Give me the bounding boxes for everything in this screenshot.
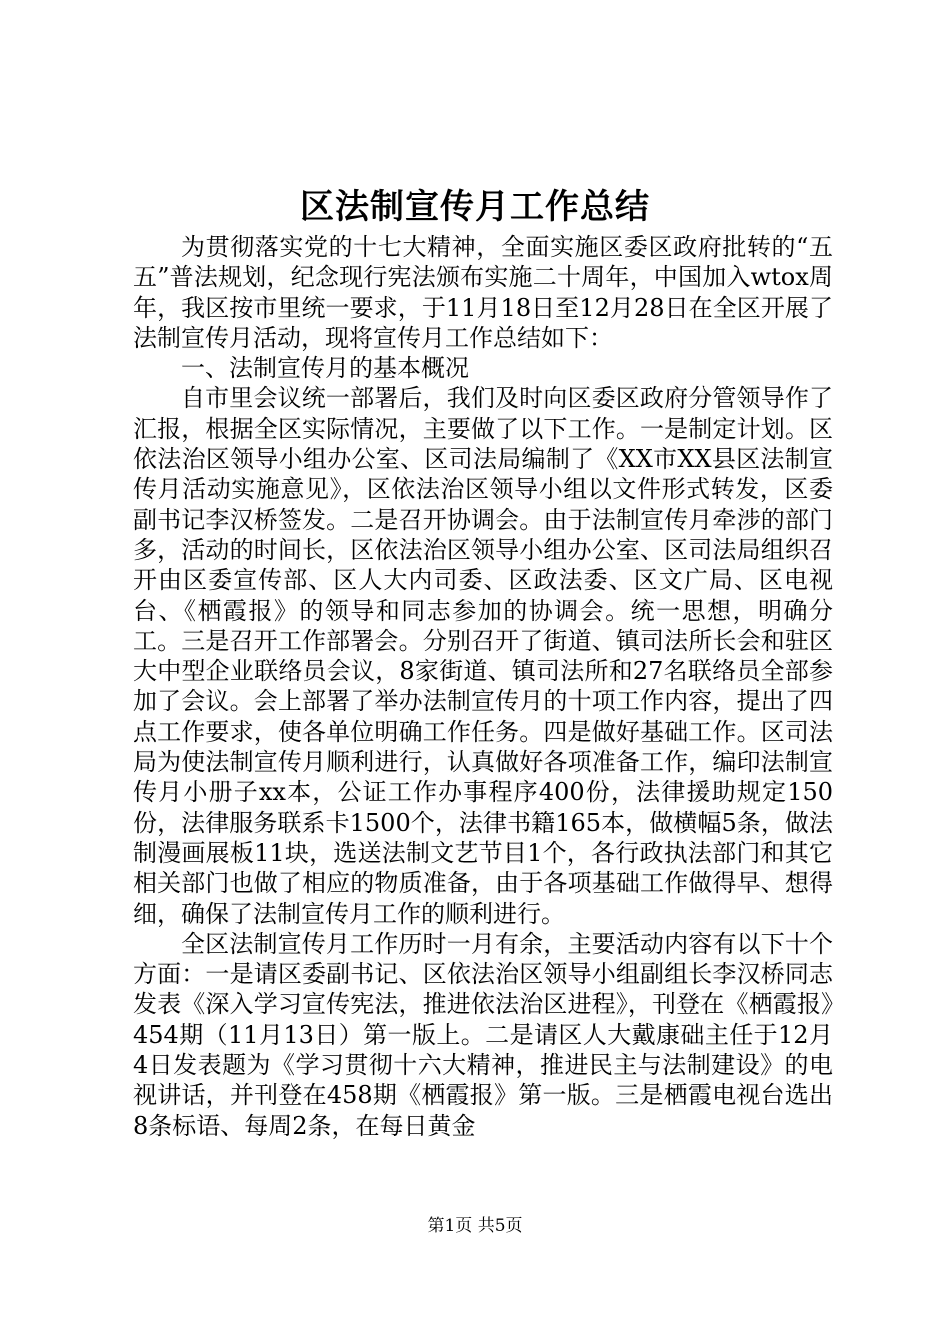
document-body bbox=[133, 232, 833, 1141]
paragraph-intro: 为贯彻落实党的十七大精神，全面实施区委区政府批转的“五五”普法规划，纪念现行宪法颁布实施二十周年，中国加入wtox周年，我区按市里统一要求，于11月18日至12月28日在全区开展了法制宣传月活动，现将宣传月工作总结如下： bbox=[133, 233, 833, 352]
page-number: 第1页 共5页 bbox=[427, 1216, 523, 1236]
section-heading: 一、法制宣传月的基本概况 bbox=[181, 354, 469, 383]
document-title: 区法制宣传月工作总结 bbox=[300, 187, 650, 227]
paragraph-activities: 全区法制宣传月工作历时一月有余，主要活动内容有以下十个方面：一是请区委副书记、区依法治区领导小组副组长李汉桥同志发表《深入学习宣传宪法，推进依法治区进程》，刊登在《栖霞报》454期（11月13日）第一版上。二是请区人大戴康础主任于12月4日发表题为《学习贯彻十六大精神，推进民主与法制建设》的电视讲话，并刊登在458期《栖霞报》第一版。三是栖霞电视台选出8条标语、每周2条，在每日黄金 bbox=[133, 929, 833, 1140]
paragraph-overview: 自市里会议统一部署后，我们及时向区委区政府分管领导作了汇报，根据全区实际情况，主要做了以下工作。一是制定计划。区依法治区领导小组办公室、区司法局编制了《XX市XX县区法制宣传月活动实施意见》，区依法治区领导小组以文件形式转发，区委副书记李汉桥签发。二是召开协调会。由于法制宣传月牵涉的部门多，活动的时间长，区依法治区领导小组办公室、区司法局组织召开由区委宣传部、区人大内司委、区政法委、区文广局、区电视台、《栖霞报》的领导和同志参加的协调会。统一思想，明确分工。三是召开工作部署会。分别召开了街道、镇司法所长会和驻区大中型企业联络员会议，8家街道、镇司法所和27名联络员全部参加了会议。会上部署了举办法制宣传月的十项工作内容，提出了四点工作要求，使各单位明确工作任务。四是做好基础工作。区司法局为使法制宣传月顺利进行，认真做好各项准备工作，编印法制宣传月小册子xx本，公证工作办事程序400份，法律援助规定150份，法律服务联系卡1500个，法律书籍165本，做横幅5条，做法制漫画展板11块，选送法制文艺节目1个，各行政执法部门和其它相关部门也做了相应的物质准备，由于各项基础工作做得早、想得细，确保了法制宣传月工作的顺利进行。 bbox=[133, 384, 833, 928]
